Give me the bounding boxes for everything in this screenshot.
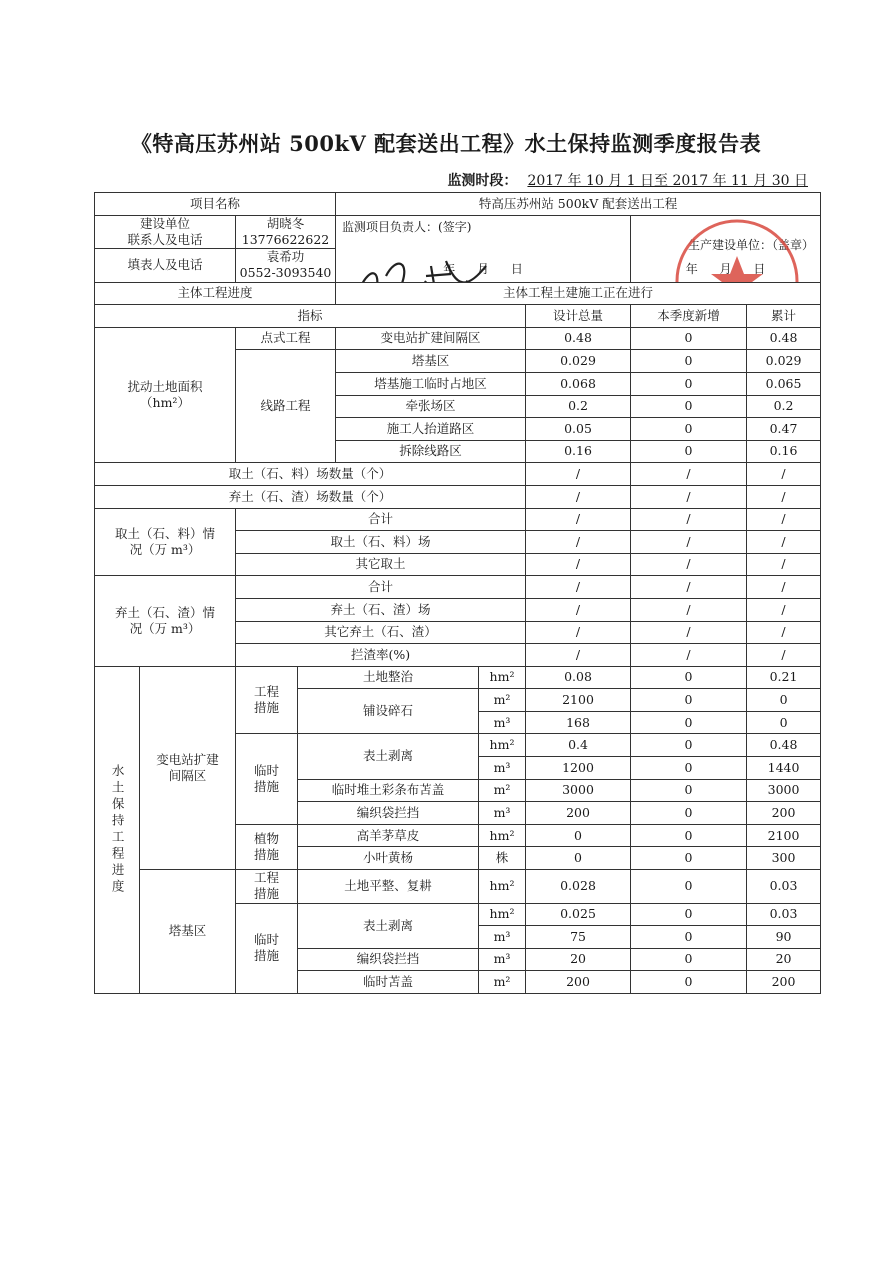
- row-name: 表土剥离: [298, 903, 479, 948]
- filler-value: [236, 249, 336, 283]
- total-value: 90: [747, 926, 821, 949]
- total-value: 20: [747, 948, 821, 971]
- contact-row-1: [95, 215, 821, 249]
- quarter-value: 0: [631, 779, 747, 802]
- row-name: 塔基施工临时占地区: [336, 372, 526, 395]
- header-row: [95, 305, 821, 328]
- unit-value: m²: [479, 779, 526, 802]
- spoil-count-label: 弃土（石、渣）场数量（个）: [95, 485, 526, 508]
- total-value: /: [747, 644, 821, 667]
- quarter-value: 0: [631, 971, 747, 994]
- design-value: /: [526, 621, 631, 644]
- unit-value: hm²: [479, 870, 526, 904]
- quarter-value: 0: [631, 824, 747, 847]
- total-value: 300: [747, 847, 821, 870]
- quarter-value: /: [631, 576, 747, 599]
- design-value: /: [526, 485, 631, 508]
- row-name: 其它弃土（石、渣）: [236, 621, 526, 644]
- total-value: 0.48: [747, 734, 821, 757]
- total-value: 3000: [747, 779, 821, 802]
- design-value: 200: [526, 802, 631, 825]
- table-row: [95, 870, 821, 904]
- design-value: 0.068: [526, 372, 631, 395]
- total-value: 0.16: [747, 440, 821, 463]
- quarter-value: 0: [631, 666, 747, 689]
- quarter-value: /: [631, 598, 747, 621]
- spoil-label: 弃土（石、渣）情 况（万 m³）: [95, 576, 236, 666]
- total-value: 0.47: [747, 418, 821, 441]
- tower-label: 塔基区: [140, 870, 236, 994]
- row-name: 取土（石、料）场: [236, 531, 526, 554]
- design-value: 0.08: [526, 666, 631, 689]
- row-name: 合计: [236, 576, 526, 599]
- header-quarter: 本季度新增: [631, 305, 747, 328]
- total-value: 0.03: [747, 903, 821, 926]
- quarter-value: 0: [631, 418, 747, 441]
- quarter-value: 0: [631, 948, 747, 971]
- total-value: 0.029: [747, 350, 821, 373]
- row-name: 铺设碎石: [298, 689, 479, 734]
- design-value: /: [526, 508, 631, 531]
- quarter-value: 0: [631, 372, 747, 395]
- period-value: 2017 年 10 月 1 日至 2017 年 11 月 30 日: [527, 173, 808, 189]
- design-value: 3000: [526, 779, 631, 802]
- row-name: 塔基区: [336, 350, 526, 373]
- total-value: 0.21: [747, 666, 821, 689]
- builder-contact-label: 建设单位 联系人及电话: [95, 215, 236, 249]
- design-value: 0.025: [526, 903, 631, 926]
- total-value: 0.03: [747, 870, 821, 904]
- substation-plant-label: 植物 措施: [236, 824, 298, 869]
- builder-seal-cell: [631, 215, 821, 282]
- total-value: 1440: [747, 757, 821, 780]
- row-name: 表土剥离: [298, 734, 479, 779]
- quarter-value: 0: [631, 847, 747, 870]
- total-value: /: [747, 508, 821, 531]
- table-row: [95, 576, 821, 599]
- row-name: 其它取土: [236, 553, 526, 576]
- total-value: 200: [747, 971, 821, 994]
- row-name: 拆除线路区: [336, 440, 526, 463]
- quarter-value: /: [631, 644, 747, 667]
- row-name: 牵张场区: [336, 395, 526, 418]
- unit-value: hm²: [479, 666, 526, 689]
- quarter-value: /: [631, 553, 747, 576]
- line-eng-label: 线路工程: [236, 350, 336, 463]
- progress-value: 主体工程土建施工正在进行: [336, 282, 821, 305]
- design-value: 0: [526, 824, 631, 847]
- design-value: 168: [526, 711, 631, 734]
- total-value: /: [747, 621, 821, 644]
- unit-value: hm²: [479, 824, 526, 847]
- quarter-value: 0: [631, 926, 747, 949]
- builder-contact-value: [236, 215, 336, 249]
- tower-temp-label: 临时 措施: [236, 903, 298, 993]
- total-value: /: [747, 576, 821, 599]
- monitoring-period: [330, 170, 808, 190]
- design-value: /: [526, 553, 631, 576]
- builder-date: 年 月 日: [685, 262, 766, 276]
- quarter-value: /: [631, 621, 747, 644]
- table-row: [95, 485, 821, 508]
- table-row: [95, 463, 821, 486]
- builder-unit-label: 生产建设单位：（盖章）: [688, 237, 815, 252]
- design-value: 0.029: [526, 350, 631, 373]
- design-value: /: [526, 531, 631, 554]
- table-row: [95, 327, 821, 350]
- unit-value: 株: [479, 847, 526, 870]
- table-row: [95, 666, 821, 689]
- quarter-value: /: [631, 463, 747, 486]
- report-table: [94, 192, 821, 994]
- progress-row: [95, 282, 821, 305]
- row-name: 临时堆土彩条布苫盖: [298, 779, 479, 802]
- quarter-value: /: [631, 485, 747, 508]
- substation-temp-label: 临时 措施: [236, 734, 298, 824]
- design-value: 0: [526, 847, 631, 870]
- quarter-value: 0: [631, 870, 747, 904]
- design-value: 200: [526, 971, 631, 994]
- row-name: 拦渣率(%): [236, 644, 526, 667]
- total-value: 0.065: [747, 372, 821, 395]
- design-value: 0.05: [526, 418, 631, 441]
- row-name: 合计: [236, 508, 526, 531]
- row-name: 弃土（石、渣）场: [236, 598, 526, 621]
- disturbed-label: 扰动土地面积 （hm²）: [95, 327, 236, 463]
- total-value: 2100: [747, 824, 821, 847]
- quarter-value: 0: [631, 395, 747, 418]
- design-value: /: [526, 644, 631, 667]
- row-name: 编织袋拦挡: [298, 948, 479, 971]
- design-value: 0.2: [526, 395, 631, 418]
- quarter-value: 0: [631, 734, 747, 757]
- progress-label: 主体工程进度: [95, 282, 336, 305]
- total-value: 0: [747, 711, 821, 734]
- swc-label-text: 水土保持工程进度: [110, 763, 126, 896]
- quarter-value: 0: [631, 757, 747, 780]
- project-row: [95, 193, 821, 216]
- filler-phone: 0552-3093540: [239, 265, 332, 281]
- design-value: /: [526, 598, 631, 621]
- total-value: /: [747, 598, 821, 621]
- monitor-date: 年 月 日: [443, 262, 523, 276]
- design-value: /: [526, 463, 631, 486]
- header-design: 设计总量: [526, 305, 631, 328]
- quarter-value: 0: [631, 711, 747, 734]
- unit-value: m³: [479, 926, 526, 949]
- header-total: 累计: [747, 305, 821, 328]
- total-value: 0.48: [747, 327, 821, 350]
- total-value: 0: [747, 689, 821, 712]
- unit-value: m³: [479, 757, 526, 780]
- row-name: 小叶黄杨: [298, 847, 479, 870]
- design-value: 0.4: [526, 734, 631, 757]
- total-value: /: [747, 485, 821, 508]
- borrow-label: 取土（石、料）情 况（万 m³）: [95, 508, 236, 576]
- substation-label: 变电站扩建 间隔区: [140, 666, 236, 869]
- unit-value: hm²: [479, 734, 526, 757]
- builder-name: 胡晓冬: [266, 215, 305, 231]
- table-row: [95, 508, 821, 531]
- total-value: /: [747, 553, 821, 576]
- row-name: 编织袋拦挡: [298, 802, 479, 825]
- total-value: 0.2: [747, 395, 821, 418]
- substation-eng-label: 工程 措施: [236, 666, 298, 734]
- borrow-count-label: 取土（石、料）场数量（个）: [95, 463, 526, 486]
- row-name: 高羊茅草皮: [298, 824, 479, 847]
- quarter-value: 0: [631, 802, 747, 825]
- unit-value: m³: [479, 802, 526, 825]
- row-name: 临时苫盖: [298, 971, 479, 994]
- tower-eng-label: 工程 措施: [236, 870, 298, 904]
- project-label: 项目名称: [95, 193, 336, 216]
- design-value: 2100: [526, 689, 631, 712]
- design-value: 0.028: [526, 870, 631, 904]
- design-value: 75: [526, 926, 631, 949]
- total-value: 200: [747, 802, 821, 825]
- builder-phone: 13776622622: [241, 231, 330, 247]
- quarter-value: 0: [631, 689, 747, 712]
- quarter-value: 0: [631, 327, 747, 350]
- point-eng-label: 点式工程: [236, 327, 336, 350]
- design-value: 0.48: [526, 327, 631, 350]
- swc-label: [95, 666, 140, 993]
- row-name: 土地整治: [298, 666, 479, 689]
- monitor-signature-cell: [336, 215, 631, 282]
- design-value: 0.16: [526, 440, 631, 463]
- quarter-value: 0: [631, 350, 747, 373]
- design-value: 1200: [526, 757, 631, 780]
- quarter-value: 0: [631, 440, 747, 463]
- project-value: 特高压苏州站 500kV 配套送出工程: [336, 193, 821, 216]
- page-title: 《特高压苏州站 500kV 配套送出工程》水土保持监测季度报告表: [130, 131, 762, 156]
- filler-label: 填表人及电话: [95, 249, 236, 283]
- unit-value: m²: [479, 689, 526, 712]
- unit-value: m²: [479, 971, 526, 994]
- design-value: 20: [526, 948, 631, 971]
- total-value: /: [747, 531, 821, 554]
- unit-value: m³: [479, 948, 526, 971]
- monitor-signature-label: 监测项目负责人：(签字): [342, 219, 472, 234]
- design-value: /: [526, 576, 631, 599]
- quarter-value: 0: [631, 903, 747, 926]
- period-label: 监测时段：: [447, 173, 518, 189]
- row-name: 施工人抬道路区: [336, 418, 526, 441]
- total-value: /: [747, 463, 821, 486]
- row-name: 土地平整、复耕: [298, 870, 479, 904]
- quarter-value: /: [631, 508, 747, 531]
- filler-name: 袁希功: [266, 249, 305, 265]
- quarter-value: /: [631, 531, 747, 554]
- unit-value: m³: [479, 711, 526, 734]
- row-name: 变电站扩建间隔区: [336, 327, 526, 350]
- header-indicator: 指标: [95, 305, 526, 328]
- unit-value: hm²: [479, 903, 526, 926]
